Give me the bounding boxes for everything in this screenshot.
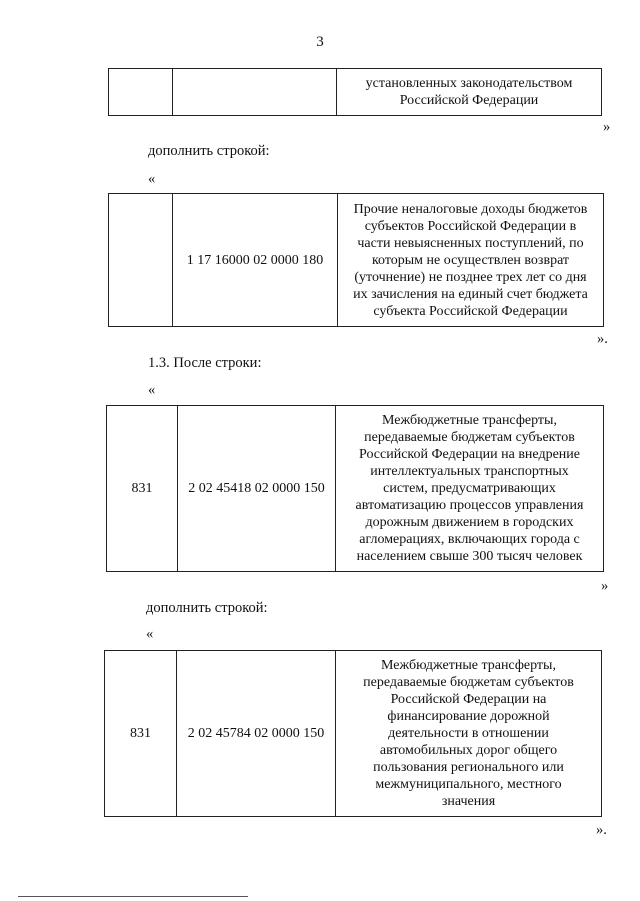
admin-code-cell [109, 69, 173, 116]
closing-quote: » [603, 119, 611, 135]
description-cell: Межбюджетные трансферты, передаваемые бюджетам субъектов Российской Федерации на финансирование дорожной деятельности в отношении автомобильных дорог общего пользования регионального или межмуниципального, местного значения [336, 651, 602, 817]
admin-code-cell: 831 [107, 406, 178, 572]
supplement-line: дополнить строкой: [148, 143, 270, 159]
kbk-code-cell: 2 02 45418 02 0000 150 [178, 406, 336, 572]
kbk-code-cell: 1 17 16000 02 0000 180 [173, 194, 338, 327]
budget-table-4 [104, 650, 602, 817]
closing-quote: ». [597, 331, 608, 347]
section-heading: 1.3. После строки: [148, 355, 262, 371]
opening-quote: « [148, 382, 156, 398]
kbk-code-cell [173, 69, 337, 116]
admin-code-cell [109, 194, 173, 327]
table-row [105, 651, 602, 817]
closing-quote: ». [596, 822, 607, 838]
description-cell: установленных законодательством Российской Федерации [337, 69, 602, 116]
table-row [109, 194, 604, 327]
table-row [107, 406, 604, 572]
page-number: 3 [316, 34, 324, 50]
description-cell: Прочие неналоговые доходы бюджетов субъектов Российской Федерации в части невыясненных поступлений, по которым не осуществлен возврат (уточнение) не позднее трех лет со дня их зачисления на единый счет бюджета субъекта Российской Федерации [338, 194, 604, 327]
opening-quote: « [148, 171, 156, 187]
budget-table-1 [108, 68, 602, 116]
kbk-code-cell: 2 02 45784 02 0000 150 [177, 651, 336, 817]
supplement-line: дополнить строкой: [146, 600, 268, 616]
budget-table-3 [106, 405, 604, 572]
description-cell: Межбюджетные трансферты, передаваемые бюджетам субъектов Российской Федерации на внедрение интеллектуальных транспортных систем, предусматривающих автоматизацию процессов управления дорожным движением в городских агломерациях, включающих города с населением свыше 300 тысяч человек [336, 406, 604, 572]
budget-table-2 [108, 193, 604, 327]
admin-code-cell: 831 [105, 651, 177, 817]
footer-divider [18, 896, 248, 897]
opening-quote: « [146, 626, 154, 642]
closing-quote: » [601, 578, 609, 594]
table-row [109, 69, 602, 116]
